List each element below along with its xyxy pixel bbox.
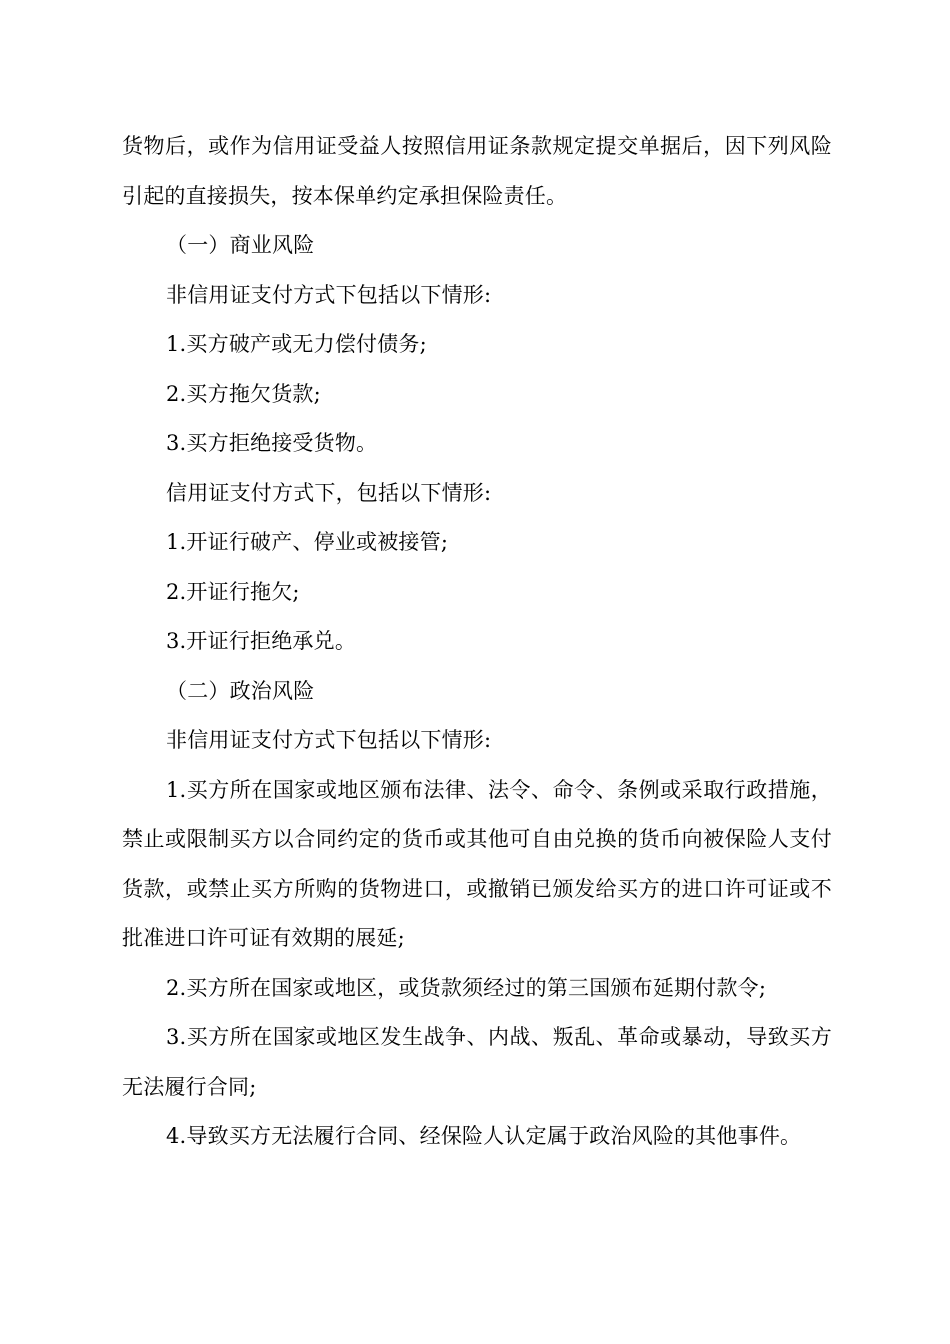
list-item: 2.买方拖欠货款; (166, 381, 321, 406)
list-item: 2.开证行拖欠; (166, 579, 300, 604)
list-item: 3.买方拒绝接受货物。 (166, 431, 378, 455)
paragraph-non-lc-commercial: 非信用证支付方式下包括以下情形: (166, 282, 492, 307)
list-item: 3.开证行拒绝承兑。 (166, 629, 357, 653)
list-item: 3.买方所在国家或地区发生战争、内战、叛乱、革命或暴动，导致买方无法履行合同; (122, 1025, 832, 1099)
paragraph-intro: 货物后，或作为信用证受益人按照信用证条款规定提交单据后，因下列风险引起的直接损失，按本保单约定承担保险责任。 (122, 134, 832, 208)
list-item: 2.买方所在国家或地区，或货款须经过的第三国颁布延期付款令; (166, 975, 767, 1000)
paragraph-lc-commercial: 信用证支付方式下，包括以下情形: (166, 480, 492, 505)
list-item: 1.买方所在国家或地区颁布法律、法令、命令、条例或采取行政措施，禁止或限制买方以合同约定的货币或其他可自由兑换的货币向被保险人支付货款，或禁止买方所购的货物进口，或撤销已颁发给买方的进口许可证或不批准进口许可证有效期的展延; (122, 777, 832, 950)
heading-political-risk: （二）政治风险 (166, 678, 315, 703)
list-item: 4.导致买方无法履行合同、经保险人认定属于政治风险的其他事件。 (166, 1124, 802, 1148)
paragraph-non-lc-political: 非信用证支付方式下包括以下情形: (166, 728, 492, 752)
list-item: 1.开证行破产、停业或被接管; (166, 530, 449, 554)
document-body (122, 122, 832, 1162)
list-item: 1.买方破产或无力偿付债务; (166, 332, 427, 356)
heading-commercial-risk: （一）商业风险 (166, 233, 315, 257)
